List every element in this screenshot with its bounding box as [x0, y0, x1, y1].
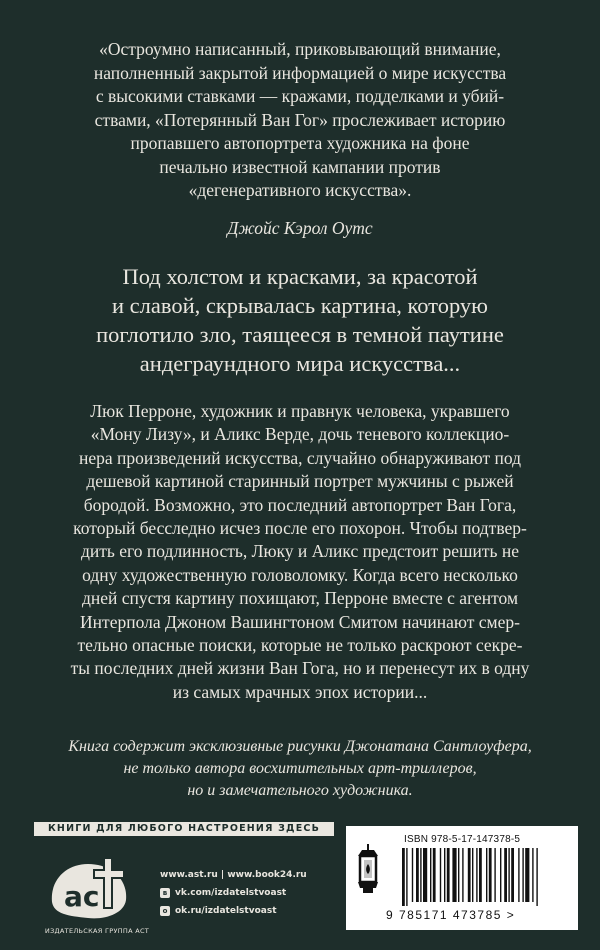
- barcode-bar: [452, 848, 456, 902]
- quote-line: «Остроумно написанный, приковывающий внимание,: [99, 39, 501, 59]
- lead-line: Под холстом и красками, за красотой: [122, 264, 478, 289]
- synopsis-line: дешевой картиной старинный портрет мужчины с рыжей: [86, 471, 514, 492]
- barcode-bar: [402, 848, 405, 906]
- lantern-icon: [352, 842, 384, 896]
- barcode-bar: [522, 848, 523, 902]
- synopsis-line: ты последних дней жизни Ван Гога, но и перенесут их в одну: [70, 658, 530, 679]
- publisher-links: [160, 866, 307, 920]
- synopsis-line: нера произведений искусства, случайно обнаруживают под: [78, 447, 521, 468]
- synopsis-line: из самых мрачных эпох истории...: [172, 681, 428, 702]
- vk-icon: в: [160, 888, 170, 898]
- lead-paragraph: [30, 262, 570, 378]
- barcode-bar: [420, 848, 421, 902]
- synopsis-line: который бесследно исчез после его похорон. Чтобы подтвер-: [73, 518, 527, 539]
- barcode-bar: [479, 848, 482, 902]
- synopsis-line: одну художественную головоломку. Когда всего несколько: [82, 564, 518, 585]
- note-line: не только автора восхитительных арт-триллеров,: [123, 760, 477, 777]
- barcode-number: 9 785171 473785 >: [386, 908, 516, 922]
- ok-icon: о: [160, 906, 170, 916]
- barcode-bar: [462, 848, 463, 902]
- lead-line: андеграундного мира искусства...: [139, 351, 461, 376]
- ast-logo: [44, 850, 138, 922]
- barcode-bar: [532, 848, 533, 902]
- note-line: Книга содержит эксклюзивные рисунки Джонатана Сантлоуфера,: [68, 738, 532, 755]
- barcode-bar: [494, 848, 495, 902]
- quote-line: «дегенеративного искусства».: [188, 180, 412, 200]
- note-line: но и замечательного художника.: [187, 782, 413, 799]
- synopsis-line: тельно опасные поиски, которые не только раскроют секре-: [77, 635, 523, 656]
- logo-text: ac: [64, 880, 100, 913]
- synopsis-line: Люк Перроне, художник и правнук человека, укравшего: [90, 401, 510, 421]
- barcode-bar: [440, 848, 441, 902]
- barcode: [402, 848, 570, 906]
- barcode-bar: [518, 848, 519, 902]
- barcode-bar: [489, 848, 492, 902]
- barcode-bar: [430, 848, 431, 902]
- barcode-panel: [346, 826, 578, 930]
- synopsis-line: бородой. Возможно, это последний автопортрет Ван Гога,: [83, 494, 517, 515]
- barcode-bar: [486, 848, 487, 902]
- synopsis: [28, 400, 572, 704]
- barcode-bar: [447, 848, 450, 902]
- review-quote: [30, 38, 570, 203]
- barcode-bar: [406, 848, 407, 906]
- vk-link[interactable]: vk.com/izdatelstvoast: [175, 888, 287, 898]
- barcode-bar: [423, 848, 427, 902]
- barcode-bar: [536, 848, 537, 906]
- quote-line: наполненный закрытой информацией о мире искусства: [93, 62, 507, 83]
- quote-author: Джойс Кэрол Оутс: [227, 218, 373, 238]
- barcode-bar: [433, 848, 436, 902]
- barcode-bar: [525, 848, 529, 902]
- quote-line: с высокими ставками — кражами, подделками и убий-: [95, 86, 505, 106]
- barcode-bar: [416, 848, 419, 902]
- barcode-bar: [458, 848, 459, 902]
- lead-line: и славой, скрывалась картина, которую: [112, 293, 488, 318]
- barcode-bar: [500, 848, 501, 902]
- ok-link[interactable]: ok.ru/izdatelstvoast: [175, 906, 277, 916]
- lead-line: поглотило зло, таящееся в темной паутине: [96, 322, 504, 347]
- synopsis-line: Интерпола Джоном Вашингтоном Смитом начинают смер-: [80, 611, 520, 632]
- barcode-bar: [472, 848, 473, 902]
- publisher-name: ИЗДАТЕЛЬСКАЯ ГРУППА АСТ: [44, 927, 150, 935]
- barcode-bar: [444, 848, 445, 902]
- synopsis-line: «Мону Лизу», и Аликс Верде, дочь теневого коллекцио-: [90, 424, 510, 445]
- quote-line: ствами, «Потерянный Ван Гог» прослеживает историю: [94, 109, 506, 130]
- synopsis-line: дней спустя картину похищают, Перроне вместе с агентом: [81, 588, 519, 609]
- synopsis-line: дить его подлинность, Люку и Аликс предстоит решить не: [81, 541, 519, 562]
- barcode-bar: [476, 848, 477, 902]
- quote-line: пропавшего автопортрета художника на фоне: [130, 133, 470, 153]
- isbn-text: ISBN 978-5-17-147378-5: [404, 834, 521, 845]
- barcode-bar: [412, 848, 413, 902]
- illustrations-note: [20, 736, 580, 802]
- barcode-bar: [508, 848, 509, 902]
- website-link[interactable]: www.ast.ru | www.book24.ru: [160, 870, 307, 880]
- tagline-banner: КНИГИ ДЛЯ ЛЮБОГО НАСТРОЕНИЯ ЗДЕСЬ: [34, 822, 334, 836]
- barcode-bar: [511, 848, 514, 902]
- barcode-bar: [504, 848, 507, 902]
- quote-line: печально известной кампании против: [159, 156, 441, 177]
- barcode-bar: [468, 848, 471, 902]
